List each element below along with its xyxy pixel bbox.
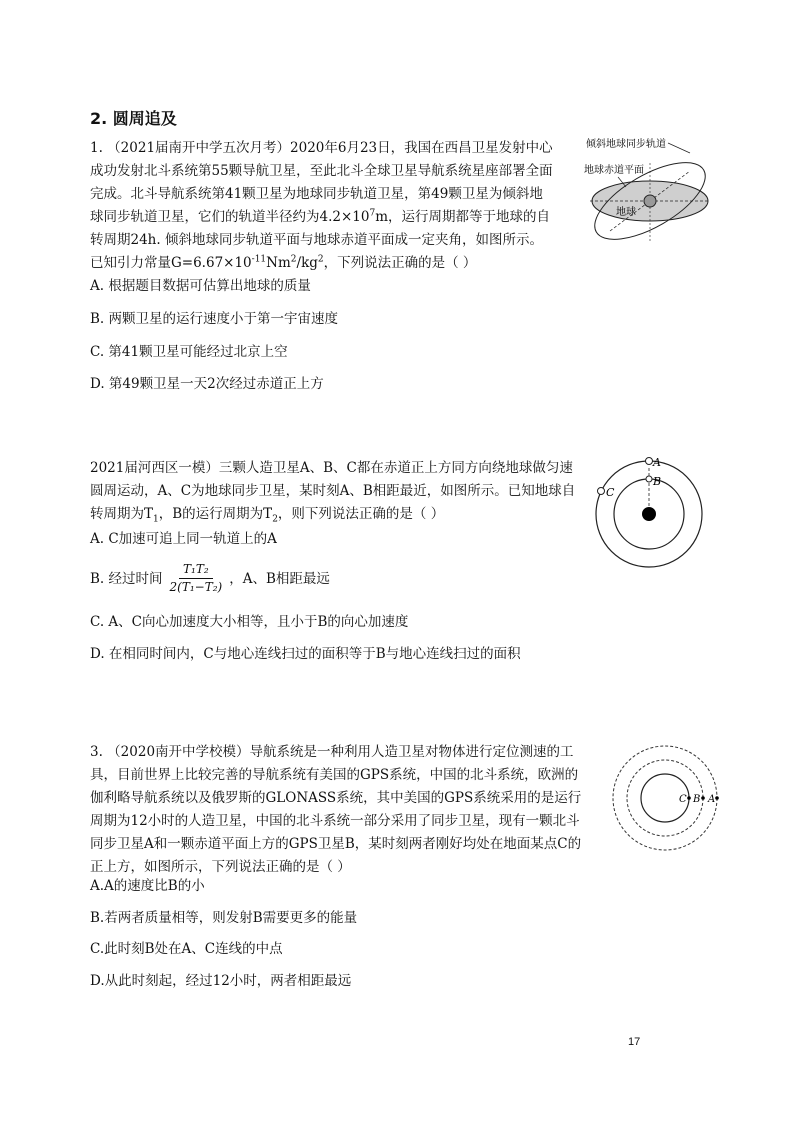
q2-option-a[interactable]: A. C加速可追上同一轨道上的A [90, 531, 277, 547]
satellite-a-icon [646, 458, 653, 465]
q1-option-b[interactable]: B. 两颗卫星的运行速度小于第一宇宙速度 [90, 311, 339, 327]
label-b: B [653, 475, 662, 488]
fraction: $\frac{\text{T₁T₂}}{\text{2(T₁−T₂)}}$ [169, 562, 223, 594]
middle-orbit-shape [627, 760, 703, 836]
label-c: C [679, 794, 687, 805]
satellite-b-icon [701, 796, 705, 800]
q3-option-c[interactable]: C.此时刻B处在A、C连线的中点 [90, 941, 283, 957]
earth-label: 地球 [616, 207, 636, 218]
q3-option-d[interactable]: D.从此时刻起，经过12小时，两者相距最远 [90, 973, 352, 989]
q3-option-b[interactable]: B.若两者质量相等，则发射B需要更多的能量 [90, 910, 358, 926]
satellite-c-icon [598, 488, 605, 495]
earth-icon [642, 507, 656, 521]
q3-option-a[interactable]: A.A的速度比B的小 [90, 878, 205, 894]
satellite-b-icon [646, 476, 652, 482]
page-number: 17 [628, 1036, 641, 1048]
section-title: 2. 圆周追及 [90, 109, 177, 128]
q1-option-c[interactable]: C. 第41颗卫星可能经过北京上空 [90, 344, 288, 360]
q2-option-d[interactable]: D. 在相同时间内，C与地心连线扫过的面积等于B与地心连线扫过的面积 [90, 646, 521, 662]
q1-option-d[interactable]: D. 第49颗卫星一天2次经过赤道正上方 [90, 376, 324, 392]
orbit-label: 倾斜地球同步轨道 [586, 139, 666, 150]
q1-option-a[interactable]: A. 根据题目数据可估算出地球的质量 [90, 278, 311, 294]
earth-icon [644, 195, 656, 207]
satellite-a-icon [715, 796, 719, 800]
q2-orbit-figure [590, 454, 710, 574]
q2-option-b[interactable]: B. 经过时间 $\frac{\text{T₁T₂}}{\text{2(T₁−T₂)}}$ ，A、B相距最远 [90, 562, 330, 594]
q1-stem: 1. （2021届南开中学五次月考）2020年6月23日，我国在西昌卫星发射中心成功发射北斗系统第55颗导航卫星，至此北斗全球卫星导航系统星座部署全面完成。北斗导航系统第41颗卫星为地球同步轨道卫星，第49颗卫星为倾斜地球同步轨道卫星，它们的轨道半径约为$4.2\times 10^7m$，运行周期都等于地球的自转周期24h. 倾斜地球同步轨道平面与地球赤道平面成一定夹角，如图所示。已知引力常量$G=6.67\times 10^{-11}Nm^2/kg^2$，下列说法正确的是（ ） [90, 140, 553, 271]
q1-orbit-figure [582, 133, 717, 248]
plane-label: 地球赤道平面 [584, 165, 644, 176]
q3-stem: 3. （2020南开中学校模）导航系统是一种利用人造卫星对物体进行定位测速的工具，目前世界上比较完善的导航系统有美国的GPS系统，中国的北斗系统，欧洲的伽利略导航系统以及俄罗斯的GLONASS系统，其中美国的GPS系统采用的是运行周期为12小时的人造卫星，中国的北斗系统一部分采用了同步卫星，现有一颗北斗同步卫星A和一颗赤道平面上方的GPS卫星B，某时刻两者刚好均处在地面某点C的正上方，如图所示，下列说法正确的是（ ） [90, 744, 582, 875]
orbit-pointer-line [668, 143, 690, 153]
q2-option-c[interactable]: C. A、C向心加速度大小相等，且小于B的向心加速度 [90, 614, 409, 630]
point-c-icon [687, 796, 691, 800]
q2-stem: 2021届河西区一模）三颗人造卫星A、B、C都在赤道正上方同方向绕地球做匀速圆周运动，A、C为地球同步卫星，某时刻A、B相距最近，如图所示。已知地球自转周期为$T_1$，B的运行周期为$T_2$，则下列说法正确的是（ ） [90, 460, 576, 525]
label-a: A [708, 794, 716, 805]
label-b: B [693, 794, 701, 805]
label-a: A [653, 456, 661, 469]
q3-orbit-figure [608, 740, 728, 860]
label-c: C [606, 486, 615, 499]
